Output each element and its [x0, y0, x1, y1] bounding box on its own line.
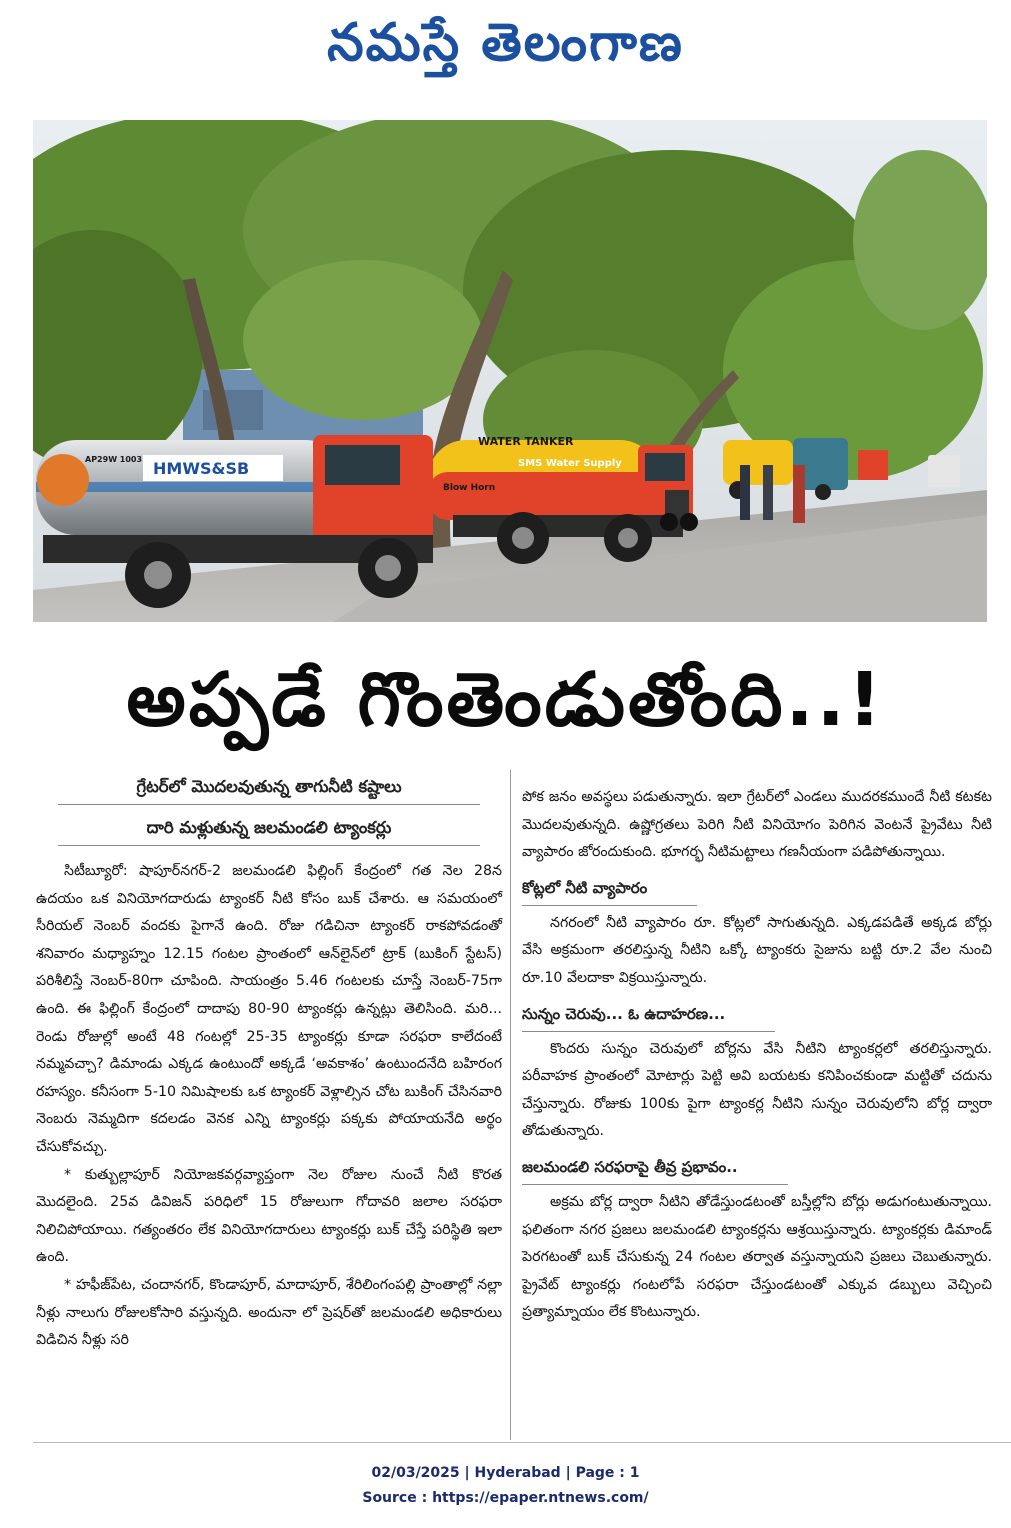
tanker2-label: WATER TANKER [478, 435, 574, 448]
left-paragraph-2: * కుత్బుల్లాపూర్ నియోజకవర్గవ్యాప్తంగా నెల రోజుల నుంచే నీటి కొరత మొదలైంది. 25వ డివిజన్ పరిధిలో 15 రోజులుగా గోదావరి జలాల సరఫరా నిలిచిపోయాయి. గత్యంతరం లేక వినియోగదారులు ట్యాంకర్లు బుక్ చేస్తే పరిస్థితి ఇలా ఉంది. [36, 1166, 502, 1266]
tanker2-brand-label: Blow Horn [443, 483, 496, 493]
photo-illustration [33, 120, 987, 622]
right-paragraph-3: కొందరు సున్నం చెరువులో బోర్లను వేసి నీటిని ట్యాంకర్లలో తరలిస్తున్నారు. పరీవాహక ప్రాంతంలో మోటార్లు పెట్టి అవి బయటకు కనిపించకుండా మట్టితో చదును చేస్తున్నారు. రోజుకు 100కు పైగా ట్యాంకర్ల నీటిని సున్నం చెరువులోని బోర్ల ద్వారా తోడుతున్నారు. [522, 1040, 992, 1140]
right-paragraph-4: అక్రమ బోర్ల ద్వారా నీటిని తోడేస్తుండటంతో బస్తీల్లోని బోర్లు అడుగంటుతున్నాయి. ఫలితంగా నగర ప్రజలు జలమండలి ట్యాంకర్లను ఆశ్రయిస్తున్నారు. ట్యాంకర్లకు డిమాండ్ పెరగటంతో బుక్ చేసుకున్న 24 గంటల తర్వాత వస్తున్నాయని ప్రజలు చెబుతున్నారు. ప్రైవేట్ ట్యాంకర్లు గంటలోపే సరఫరా చేస్తుండటంతో ఎక్కువ డబ్బులు వెచ్చించి ప్రత్యామ్నాయం లేక కొంటున్నారు. [522, 1193, 992, 1321]
column-divider [510, 770, 511, 1440]
subhead-sunnam-cheruvu: సున్నం చెరువు... ఓ ఉదాహరణ... [522, 997, 775, 1032]
news-photo-water-tankers [33, 120, 987, 622]
footer-source-link[interactable]: Source : https://epaper.ntnews.com/ [362, 1490, 649, 1506]
tanker1-label: HMWS&SB [153, 459, 250, 478]
left-paragraph-3: * హఫీజ్‌పేట, చందానగర్, కొండాపూర్, మాదాపూర్, శేరిలింగంపల్లి ప్రాంతాల్లో నల్లా నీళ్లు నాలుగు రోజులకోసారి వస్తున్నది. అందునా లో ప్రెషర్‌తో జలమండలి అధికారులు విడిచిన నీళ్లు సరి [36, 1276, 502, 1349]
masthead-logo: నమస్తే తెలంగాణ [327, 12, 684, 73]
subhead-water-business: కోట్లలో నీటి వ్యాపారం [522, 871, 697, 906]
deck-line-2: దారి మళ్లుతున్న జలమండలి ట్యాంకర్లు [58, 811, 480, 846]
right-paragraph-1: పోక జనం అవస్థలు పడుతున్నారు. ఇలా గ్రేటర్‌లో ఎండలు ముదరకముందే నీటి కటకట మొదలవుతున్నది. ఉష్ణోగ్రతలు పెరిగి నీటి వినియోగం పెరిగిన వెంటనే ప్రైవేటు నీటి వ్యాపారం జోరందుకుంది. భూగర్భ నీటిమట్టాలు గణనీయంగా పడిపోతున్నాయి. [522, 789, 992, 861]
tanker1-plate: AP29W 1003 [85, 455, 143, 464]
headline: అప్పడే గొంతెండుతోంది..! [126, 657, 885, 743]
tanker2-sub-label: SMS Water Supply [518, 458, 622, 469]
deck-line-1: గ్రేటర్‌లో మొదలవుతున్న తాగునీటి కష్టాలు [58, 770, 480, 805]
left-paragraph-1: సిటీబ్యూరో: షాపూర్‌నగర్-2 జలమండలి ఫిల్లింగ్ కేంద్రంలో గత నెల 28న ఉదయం ఒక వినియోగదారుడు ట్యాంకర్ నీటి కోసం బుక్ చేశారు. ఆ సమయంలో సీరియల్ నెంబర్ వందకు పైగానే ఉంది. రోజు గడిచినా ట్యాంకర్ రాకపోవడంతో శనివారం మధ్యాహ్నం 12.15 గంటల ప్రాంతంలో ఆన్‌లైన్‌లో ట్రాక్ (బుకింగ్ స్టేటస్) పరిశీలిస్తే నెంబర్-80గా చూపింది. సాయంత్రం 5.46 గంటలకు చూస్తే నెంబర్-75గా ఉంది. ఈ ఫిల్లింగ్ కేంద్రంలో దాదాపు 80-90 ట్యాంకర్లు ఉన్నట్లు తెలిసింది. మరి... రెండు రోజుల్లో అంటే 48 గంటల్లో 25-35 ట్యాంకర్లు కూడా సరఫరా కాలేదంటే నమ్మవచ్చా? డిమాండు ఎక్కడ ఉంటుందో అక్కడే ‘అవకాశం’ ఉంటుందనేది బహిరంగ రహస్యం. కనీసంగా 5-10 నిమిషాలకు ఒక ట్యాంకర్ వెళ్లాల్సిన చోట బుకింగ్ చేసినవారి నెంబరు నెమ్మదిగా కదలడం వెనక ఎన్ని ట్యాంకర్లు పక్కకు పోయాయనేది అర్థం చేసుకోవచ్చు. [36, 863, 502, 1155]
right-paragraph-2: నగరంలో నీటి వ్యాపారం రూ. కోట్లలో సాగుతున్నది. ఎక్కడపడితే అక్కడ బోర్లు వేసి అక్రమంగా తరలిస్తున్న నీటిని ఒక్కో ట్యాంకరు సైజును బట్టి రూ.2 వేల నుంచి రూ.10 వేలదాకా విక్రయిస్తున్నారు. [522, 914, 992, 986]
subhead-supply-impact: జలమండలి సరఫరాపై తీవ్ర ప్రభావం.. [522, 1150, 788, 1185]
left-column [36, 770, 502, 1355]
footer-date-edition: 02/03/2025 | Hyderabad | Page : 1 [371, 1465, 640, 1481]
footer-rule [33, 1442, 1011, 1443]
right-column [522, 784, 992, 1327]
